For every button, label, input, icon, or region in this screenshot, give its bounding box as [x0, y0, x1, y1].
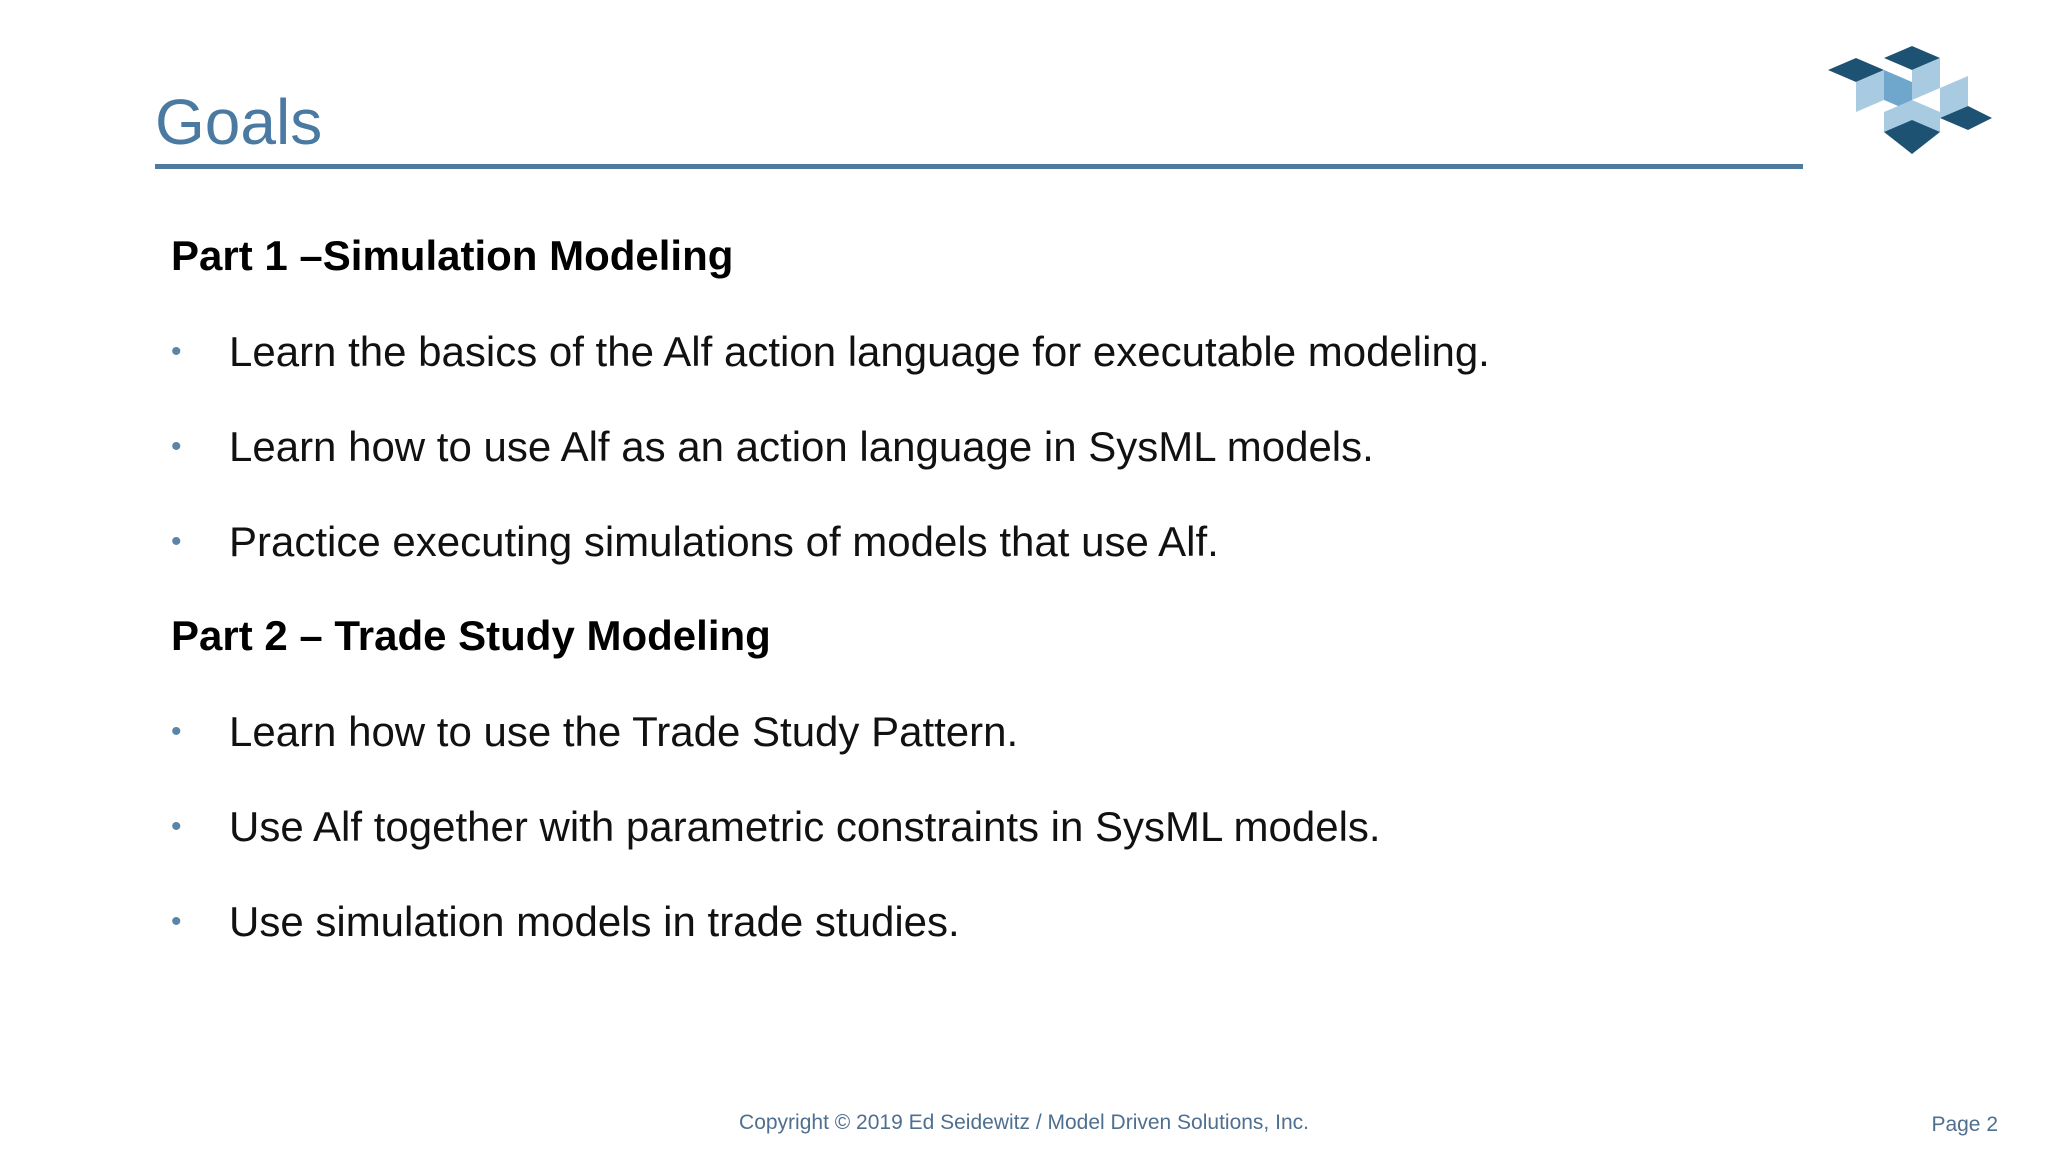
- bullet-text: Use simulation models in trade studies.: [229, 898, 960, 945]
- bullet-text: Use Alf together with parametric constraints in SysML models.: [229, 803, 1381, 850]
- footer-copyright: Copyright © 2019 Ed Seidewitz / Model Driven Solutions, Inc.: [739, 1111, 1309, 1134]
- page-number: Page 2: [1931, 1113, 1998, 1136]
- bullet-text: Learn the basics of the Alf action language for executable modeling.: [229, 328, 1490, 375]
- bullet-icon: •: [171, 715, 182, 748]
- title-divider: [155, 164, 1803, 169]
- bullet-icon: •: [171, 430, 182, 463]
- bullet-icon: •: [171, 525, 182, 558]
- company-cube-logo-icon: [1828, 42, 1992, 160]
- bullet-icon: •: [171, 335, 182, 368]
- bullet-text: Learn how to use Alf as an action language in SysML models.: [229, 423, 1374, 470]
- bullet-icon: •: [171, 905, 182, 938]
- bullet-icon: •: [171, 810, 182, 843]
- bullet-text: Practice executing simulations of models that use Alf.: [229, 518, 1219, 565]
- bullet-text: Learn how to use the Trade Study Pattern.: [229, 708, 1019, 755]
- slide-title: Goals: [155, 86, 323, 158]
- section-heading-part-1: Part 1 –Simulation Modeling: [171, 232, 734, 279]
- section-heading-part-2: Part 2 – Trade Study Modeling: [171, 612, 771, 659]
